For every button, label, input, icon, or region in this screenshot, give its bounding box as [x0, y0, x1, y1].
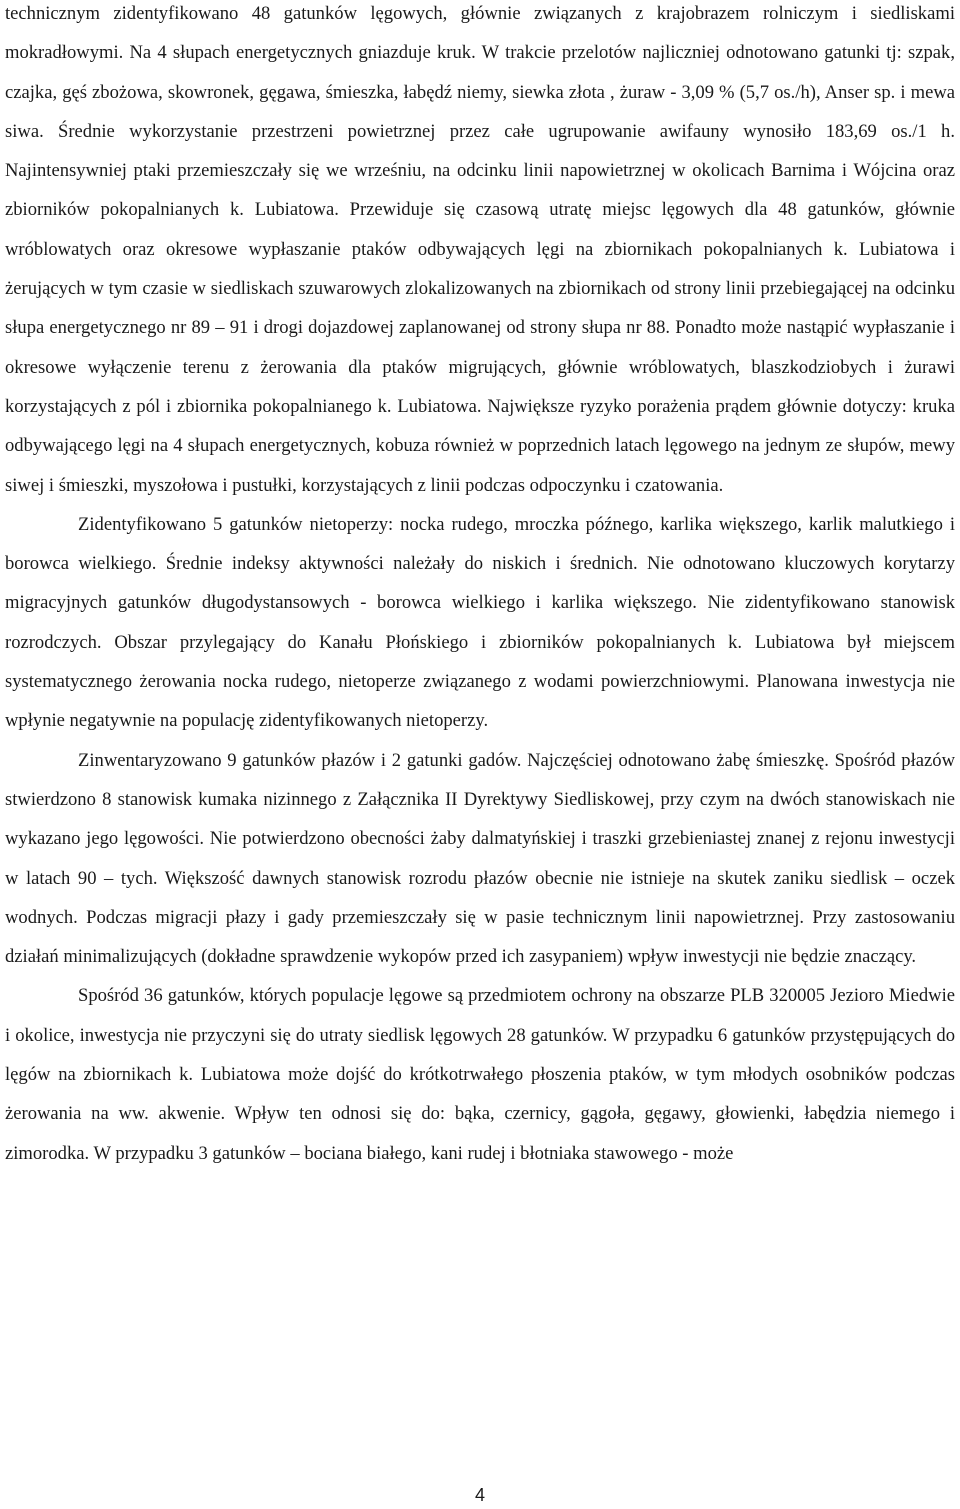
paragraph-bats: Zidentyfikowano 5 gatunków nietoperzy: nocka rudego, mroczka późnego, karlika większego, karlik malutkiego i borowca wielkiego. Średnie indeksy aktywności należały do niskich i średnich. Nie odnotowano kluczowych korytarzy migracyjnych gatunków długodystansowych - borowca wielkiego i karlika większego. Nie zidentyfikowano stanowisk rozrodczych. Obszar przylegający do Kanału Płońskiego i zbiorników pokopalnianych k. Lubiatowa był miejscem systematycznego żerowania nocka rudego, nietoperze związanego z wodami powierzchniowymi. Planowana inwestycja nie wpłynie negatywnie na populację zidentyfikowanych nietoperzy. [5, 513, 955, 732]
paragraph-amphibians: Zinwentaryzowano 9 gatunków płazów i 2 gatunki gadów. Najczęściej odnotowano żabę śmieszkę. Spośród płazów stwierdzono 8 stanowisk kumaka nizinnego z Załącznika II Dyrektywy Siedliskowej, przy czym na dwóch stanowiskach nie wykazano jego lęgowości. Nie potwierdzono obecności żaby dalmatyńskiej i traszki grzebieniastej znanej z rejonu inwestycji w latach 90 – tych. Większość dawnych stanowisk rozrodu płazów obecnie nie istnieje na skutek zaniku siedlisk – oczek wodnych. Podczas migracji płazy i gady przemieszczały się w pasie technicznym linii napowietrznej. Przy zastosowaniu działań minimalizujących (dokładne sprawdzenie wykopów przed ich zasypaniem) wpływ inwestycji nie będzie znaczący. [5, 749, 955, 968]
body-text [5, 0, 955, 1173]
paragraph-natura-site: Spośród 36 gatunków, których populacje lęgowe są przedmiotem ochrony na obszarze PLB 320005 Jezioro Miedwie i okolice, inwestycja nie przyczyni się do utraty siedlisk lęgowych 28 gatunków. W przypadku 6 gatunków przystępujących do lęgów na zbiornikach k. Lubiatowa może dojść do krótkotrwałego płoszenia ptaków, w tym młodych osobników podczas żerowania na ww. akwenie. Wpływ ten odnosi się do: bąka, czernicy, gągoła, gęgawy, głowienki, łabędzia niemego i zimorodka. W przypadku 3 gatunków – bociana białego, kani rudej i błotniaka stawowego - może [5, 985, 955, 1164]
paragraph-birds: technicznym zidentyfikowano 48 gatunków lęgowych, głównie związanych z krajobrazem rolniczym i siedliskami mokradłowymi. Na 4 słupach energetycznych gniazduje kruk. W trakcie przelotów najliczniej odnotowano gatunki tj: szpak, czajka, gęś zbożowa, skowronek, gęgawa, śmieszka, łabędź niemy, siewka złota , żuraw - 3,09 % (5,7 os./h), Anser sp. i mewa siwa. Średnie wykorzystanie przestrzeni powietrznej przez całe ugrupowanie awifauny wynosiło 183,69 os./1 h. Najintensywniej ptaki przemieszczały się we wrześniu, na odcinku linii napowietrznej w okolicach Barnima i Wójcina oraz zbiorników pokopalnianych k. Lubiatowa. Przewiduje się czasową utratę miejsc lęgowych dla 48 gatunków, głównie wróblowatych oraz okresowe wypłaszanie ptaków odbywających lęgi na zbiornikach pokopalnianych k. Lubiatowa i żerujących w tym czasie w siedliskach szuwarowych zlokalizowanych na zbiornikach od strony linii przebiegającej na odcinku słupa energetycznego nr 89 – 91 i drogi dojazdowej zaplanowanej od strony słupa nr 88. Ponadto może nastąpić wypłaszanie i okresowe wyłączenie terenu z żerowania dla ptaków migrujących, głównie wróblowatych, blaszkodziobych i żurawi korzystających z pól i zbiornika pokopalnianego k. Lubiatowa. Największe ryzyko porażenia prądem głównie dotyczy: kruka odbywającego lęgi na 4 słupach energetycznych, kobuza również w poprzednich latach lęgowego na jednym ze słupów, mewy siwej i śmieszki, myszołowa i pustułki, korzystających z linii podczas odpoczynku i czatowania. [5, 3, 955, 496]
page-number: 4 [474, 1485, 485, 1505]
